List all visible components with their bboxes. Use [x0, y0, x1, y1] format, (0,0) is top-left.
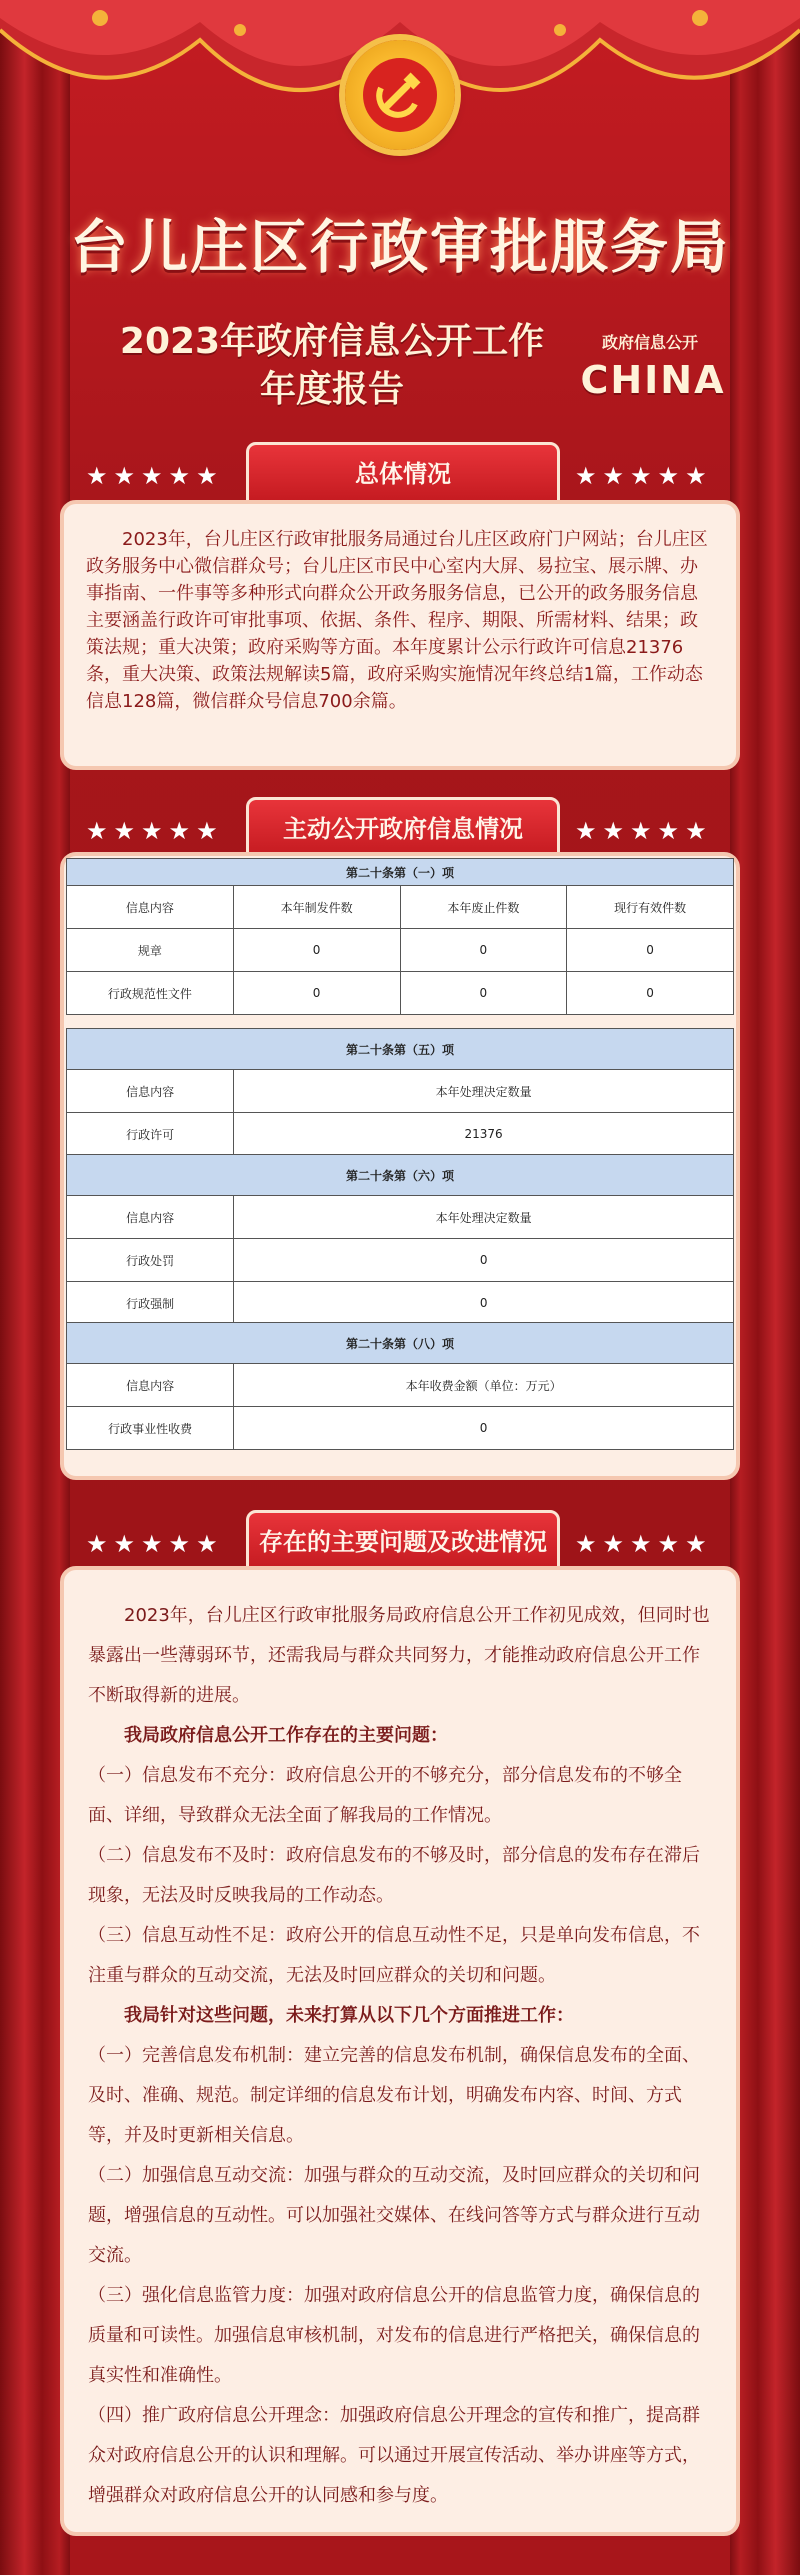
table-row	[67, 929, 734, 972]
col-header: 本年处理决定数量	[234, 1070, 734, 1113]
section-title: 主动公开政府信息情况	[283, 815, 523, 843]
cell: 0	[400, 929, 567, 972]
cell: 0	[567, 972, 734, 1015]
table-header: 第二十条第（一）项	[67, 859, 734, 886]
col-header: 本年收费金额（单位：万元）	[234, 1364, 734, 1407]
table-item-5	[66, 1028, 734, 1156]
side-en-label: CHINA	[580, 358, 726, 402]
improvements-heading: 我局针对这些问题，未来打算从以下几个方面推进工作：	[124, 2005, 574, 2026]
table-item-1	[66, 858, 734, 1015]
star-icons-right: ★★★★★	[575, 462, 713, 490]
cell: 规章	[67, 929, 234, 972]
overview-panel	[60, 500, 740, 770]
cell: 0	[234, 1407, 734, 1450]
table-header: 第二十条第（八）项	[67, 1323, 734, 1364]
problem-item: （三）信息互动性不足：政府公开的信息互动性不足，只是单向发布信息，不注重与群众的互动交流，无法及时回应群众的关切和问题。	[88, 1925, 700, 1986]
col-header: 现行有效件数	[567, 886, 734, 929]
star-icons-left: ★★★★★	[86, 817, 224, 845]
col-header: 信息内容	[67, 886, 234, 929]
cell: 0	[400, 972, 567, 1015]
table-item-6	[66, 1154, 734, 1325]
star-icons-left: ★★★★★	[86, 1530, 224, 1558]
improvement-item: （四）推广政府信息公开理念：加强政府信息公开理念的宣传和推广，提高群众对政府信息公开的认识和理解。可以通过开展宣传活动、举办讲座等方式，增强群众对政府信息公开的认同感和参与度。	[88, 2405, 700, 2506]
section-title: 总体情况	[355, 460, 451, 488]
improvement-item: （二）加强信息互动交流：加强与群众的互动交流，及时回应群众的关切和问题，增强信息的互动性。可以加强社交媒体、在线问答等方式与群众进行互动交流。	[88, 2165, 700, 2266]
table-row	[67, 1282, 734, 1325]
col-header: 本年制发件数	[233, 886, 400, 929]
section-title: 存在的主要问题及改进情况	[259, 1528, 547, 1556]
table-row	[67, 1407, 734, 1450]
report-title	[92, 318, 572, 414]
problem-item: （二）信息发布不及时：政府信息发布的不够及时，部分信息的发布存在滞后现象，无法及时反映我局的工作动态。	[88, 1845, 700, 1906]
side-tag: 政府信息公开	[601, 333, 698, 352]
cell: 21376	[234, 1113, 734, 1156]
table-header: 第二十条第（五）项	[67, 1029, 734, 1070]
star-icons-left: ★★★★★	[86, 462, 224, 490]
col-header: 信息内容	[67, 1196, 234, 1239]
party-emblem-icon	[345, 40, 455, 150]
table-row	[67, 1113, 734, 1156]
problems-panel	[60, 1566, 740, 2536]
overview-text: 2023年，台儿庄区行政审批服务局通过台儿庄区政府门户网站；台儿庄区政务服务中心微信群众号；台儿庄区市民中心室内大屏、易拉宝、展示牌、办事指南、一件事等多种形式向群众公开政务服务信息，已公开的政务服务信息主要涵盖行政许可审批事项、依据、条件、程序、期限、所需材料、结果；政策法规；重大决策；政府采购等方面。本年度累计公示行政许可信息21376条，重大决策、政策法规解读5篇，政府采购实施情况年终总结1篇，工作动态信息128篇，微信群众号信息700余篇。	[86, 529, 708, 712]
col-header: 本年废止件数	[400, 886, 567, 929]
curtain-right	[730, 0, 800, 2575]
cell: 0	[234, 1239, 734, 1282]
col-header: 本年处理决定数量	[234, 1196, 734, 1239]
cell: 0	[234, 1282, 734, 1325]
cell: 行政处罚	[67, 1239, 234, 1282]
table-row	[67, 1239, 734, 1282]
star-icons-right: ★★★★★	[575, 1530, 713, 1558]
table-item-8	[66, 1322, 734, 1450]
cell: 行政强制	[67, 1282, 234, 1325]
cell: 0	[233, 929, 400, 972]
report-title-line2: 年度报告	[259, 369, 404, 410]
col-header: 信息内容	[67, 1070, 234, 1113]
cell: 行政事业性收费	[67, 1407, 234, 1450]
col-header: 信息内容	[67, 1364, 234, 1407]
problems-intro: 2023年，台儿庄区行政审批服务局政府信息公开工作初见成效，但同时也暴露出一些薄弱环节，还需我局与群众共同努力，才能推动政府信息公开工作不断取得新的进展。	[88, 1605, 710, 1706]
star-icons-right: ★★★★★	[575, 817, 713, 845]
org-title: 台儿庄区行政审批服务局	[69, 213, 730, 281]
problems-heading: 我局政府信息公开工作存在的主要问题：	[124, 1725, 448, 1746]
cell: 0	[233, 972, 400, 1015]
cell: 行政规范性文件	[67, 972, 234, 1015]
cell: 行政许可	[67, 1113, 234, 1156]
improvement-item: （三）强化信息监管力度：加强对政府信息公开的信息监管力度，确保信息的质量和可读性。加强信息审核机制，对发布的信息进行严格把关，确保信息的真实性和准确性。	[88, 2285, 700, 2386]
problem-item: （一）信息发布不充分：政府信息公开的不够充分，部分信息发布的不够全面、详细，导致群众无法全面了解我局的工作情况。	[88, 1765, 682, 1826]
cell: 0	[567, 929, 734, 972]
table-header: 第二十条第（六）项	[67, 1155, 734, 1196]
report-title-line1: 2023年政府信息公开工作	[119, 321, 545, 362]
table-row	[67, 972, 734, 1015]
improvement-item: （一）完善信息发布机制：建立完善的信息发布机制，确保信息发布的全面、及时、准确、规范。制定详细的信息发布计划，明确发布内容、时间、方式等，并及时更新相关信息。	[88, 2045, 700, 2146]
